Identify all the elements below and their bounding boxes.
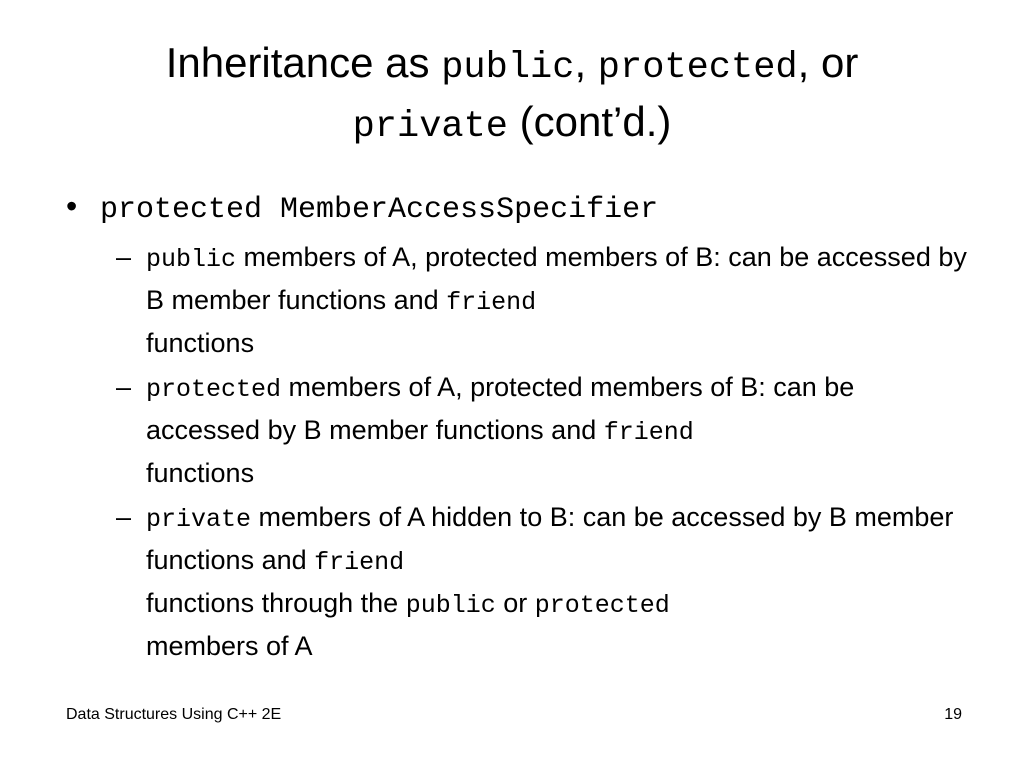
title-separator-or: , or <box>797 39 859 86</box>
dash-icon: – <box>116 502 132 532</box>
sub-item-text: members of A, protected members of B: can be accessed by B member functions and <box>146 372 855 445</box>
sub-item-text: functions <box>146 328 255 358</box>
sub-item-text: members of A, protected members of B: can be accessed by B member functions and <box>146 242 967 315</box>
sub-item-text: or <box>495 588 535 618</box>
title-suffix: (cont’d.) <box>508 98 672 145</box>
sub-item-code: public <box>146 245 237 274</box>
title-code-protected: protected <box>597 47 798 89</box>
sub-item-text: members of A <box>146 631 313 661</box>
sub-item-public <box>116 237 970 364</box>
sub-item-private <box>116 497 970 667</box>
bullet-icon: • <box>66 188 78 224</box>
sub-item-code: private <box>146 505 252 534</box>
dash-icon: – <box>116 372 132 402</box>
title-separator: , <box>574 39 598 86</box>
sub-item-text: functions <box>146 458 255 488</box>
sub-item-text: functions through the <box>146 588 406 618</box>
dash-icon: – <box>116 242 132 272</box>
footer-course-title: Data Structures Using C++ 2E <box>66 706 282 723</box>
footer-page-number: 19 <box>944 706 962 723</box>
sub-item-code-friend: friend <box>603 418 694 447</box>
sub-item-code-friend: friend <box>314 548 405 577</box>
sub-item-code-protected: protected <box>534 591 670 620</box>
sub-item-text: members of A hidden to B: can be accessed by B member functions and <box>146 502 954 575</box>
sub-item-protected <box>116 367 970 494</box>
sub-item-code: protected <box>146 375 282 404</box>
title-code-public: public <box>441 47 575 89</box>
bullet-code: protected MemberAccessSpecifier <box>100 193 659 227</box>
sub-item-code-friend: friend <box>446 288 537 317</box>
title-prefix: Inheritance as <box>165 39 442 86</box>
slide-title <box>40 36 984 154</box>
sub-item-code-public: public <box>405 591 496 620</box>
title-code-private: private <box>352 106 509 148</box>
